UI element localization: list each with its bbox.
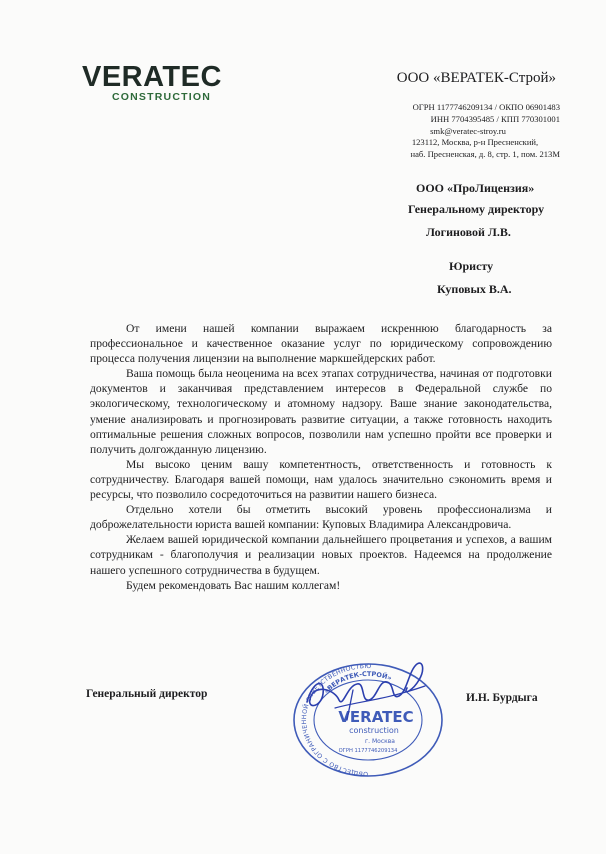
sender-address-2: наб. Пресненская, д. 8, стр. 1, пом. 213М <box>410 149 560 160</box>
logo-sub-text: CONSTRUCTION <box>112 91 211 103</box>
addressee-name: Логиновой Л.В. <box>426 225 511 239</box>
addressee-name-2: Куповых В.А. <box>437 282 512 296</box>
addressee-position: Генеральному директору <box>408 202 545 216</box>
stamp-logo-sub: construction <box>349 726 399 735</box>
body-paragraph: Ваша помощь была неоценима на всех этапах сотрудничества, начиная от подготовки документов и заканчивая представлением интересов в Федеральной службе по экологическому, технологическому и атомному надзору. Ваше знание законодательства, умение анализировать и прогнозировать развитие ситуации, а также готовность находить оптимальные решения сложных вопросов, позволили нам успешно пройти все проверки и получить долгожданную лицензию. <box>90 367 552 456</box>
body-paragraph: Желаем вашей юридической компании дальнейшего процветания и успехов, а вашим сотрудникам - благополучия и реализации новых проектов. Надеемся на продолжение нашего успешного сотрудничества в будущем. <box>90 533 552 577</box>
body-paragraph: Отдельно хотели бы отметить высокий уровень профессионализма и доброжелательности юриста вашей компании: Куповых Владимира Александровича. <box>90 503 552 532</box>
sender-email: smk@veratec-stroy.ru <box>430 125 506 136</box>
sender-details <box>340 102 560 161</box>
company-logo <box>82 62 242 103</box>
sender-company: ООО «ВЕРАТЕК-Строй» <box>396 70 556 86</box>
sender-ogrn: ОГРН 1177746209134 / ОКПО 06901483 <box>412 102 560 112</box>
logo-main-text: VERATEC <box>82 61 222 93</box>
stamp-ogrn: ОГРН 1177746209134 <box>338 748 398 754</box>
stamp-logo: VERATEC <box>338 708 414 726</box>
stamp-top-text: «ВЕРАТЕК-СТРОЙ» <box>322 669 393 696</box>
sender-inn: ИНН 7704395485 / КПП 770301001 <box>430 113 560 124</box>
signer-name: И.Н. Бурдыга <box>466 692 538 704</box>
letter-body <box>90 321 552 593</box>
stamp-ring-text: ОБЩЕСТВО С ОГРАНИЧЕННОЙ ОТВЕТСТВЕННОСТЬЮ <box>300 662 372 778</box>
addressee-position-2: Юристу <box>449 259 494 273</box>
handwritten-signature <box>295 650 445 730</box>
sender-address-1: 123112, Москва, р-н Пресненский, <box>411 137 539 148</box>
addressee-company: ООО «ПроЛицензия» <box>416 181 535 195</box>
body-closing: Будем рекомендовать Вас нашим коллегам! <box>126 578 341 592</box>
body-paragraph: Мы высоко ценим вашу компетентность, ответственность и готовность к сотрудничеству. Благодаря вашей помощи, нам удалось значительно сэкономить время и ресурсы, что позволило сосредоточиться на развитии нашего бизнеса. <box>90 457 552 502</box>
stamp-city: г. Москва <box>365 738 395 745</box>
body-paragraph: От имени нашей компании выражаем искреннюю благодарность за профессиональное и качественное оказание услуг по юридическому сопровождению процесса получения лицензии на выполнение маркшейдерских работ. <box>90 322 552 366</box>
signer-title: Генеральный директор <box>86 688 208 700</box>
